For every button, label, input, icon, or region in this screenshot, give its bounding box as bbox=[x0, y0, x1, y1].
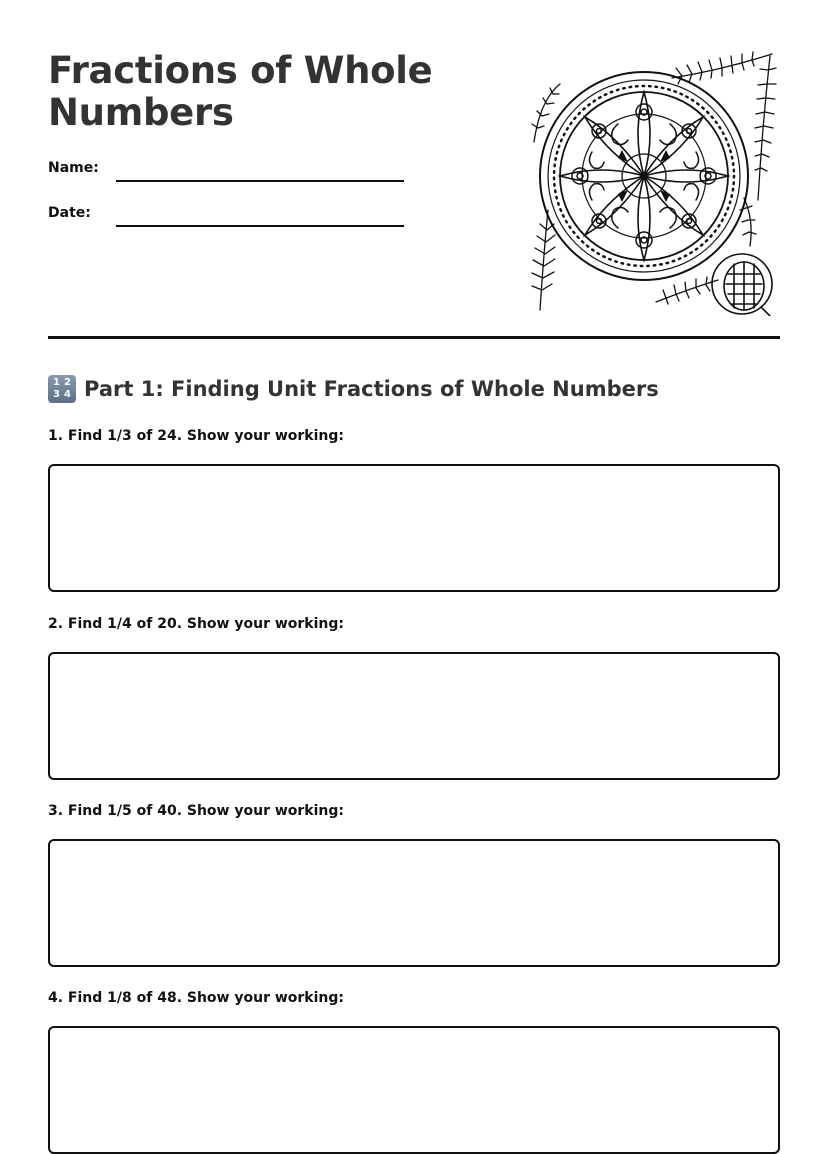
input-numbers-icon bbox=[48, 375, 76, 403]
question-label: 4. Find 1/8 of 48. Show your working: bbox=[48, 990, 345, 1006]
section-heading bbox=[48, 374, 659, 404]
icon-digit: 4 bbox=[64, 389, 71, 400]
name-field-row bbox=[48, 160, 408, 184]
icon-digit: 2 bbox=[64, 377, 71, 388]
answer-box[interactable] bbox=[48, 652, 780, 780]
question-label: 1. Find 1/3 of 24. Show your working: bbox=[48, 428, 345, 444]
date-write-line[interactable] bbox=[116, 225, 404, 227]
answer-box[interactable] bbox=[48, 1026, 780, 1154]
page-title: Fractions of Whole Numbers bbox=[48, 49, 433, 134]
date-field-row bbox=[48, 205, 408, 229]
section-title: Part 1: Finding Unit Fractions of Whole Numbers bbox=[84, 377, 659, 401]
answer-box[interactable] bbox=[48, 464, 780, 592]
question-label: 2. Find 1/4 of 20. Show your working: bbox=[48, 616, 345, 632]
mandala-fern-illustration bbox=[522, 50, 778, 316]
icon-digit: 3 bbox=[53, 389, 60, 400]
answer-box[interactable] bbox=[48, 839, 780, 967]
question-label: 3. Find 1/5 of 40. Show your working: bbox=[48, 803, 345, 819]
date-label: Date: bbox=[48, 205, 91, 221]
name-label: Name: bbox=[48, 160, 99, 176]
name-write-line[interactable] bbox=[116, 180, 404, 182]
header-divider bbox=[48, 336, 780, 339]
icon-digit: 1 bbox=[53, 377, 60, 388]
